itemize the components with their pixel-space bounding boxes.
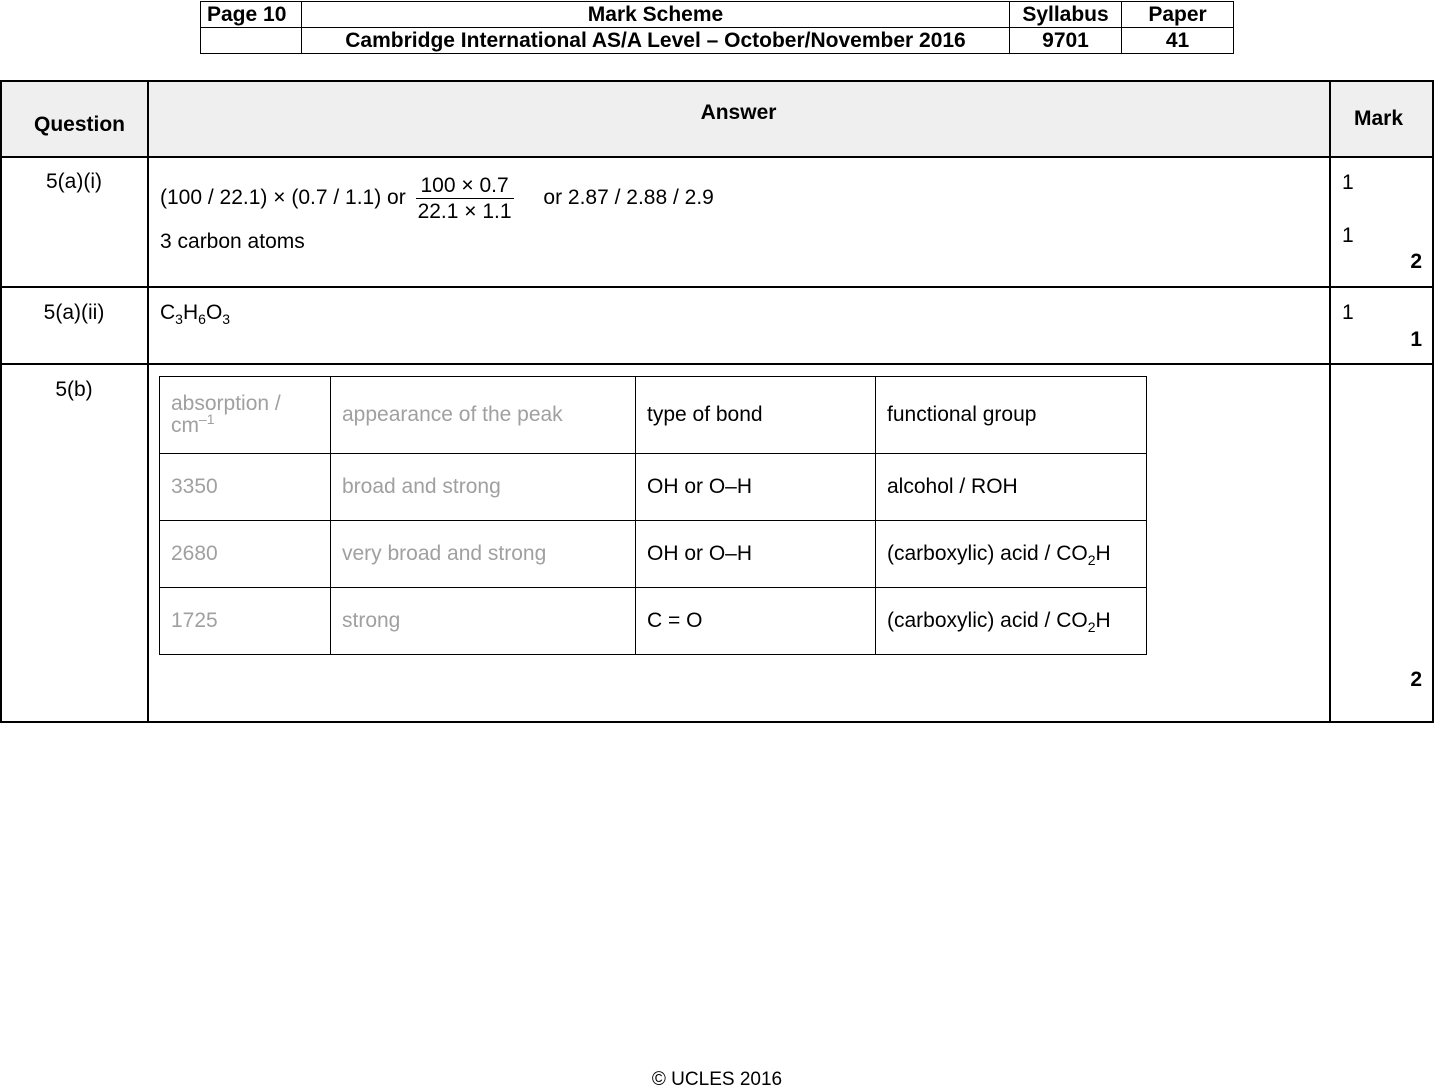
- formula-h-count: 6: [198, 311, 206, 328]
- mark-scheme-table: [0, 80, 1434, 723]
- syllabus-label: Syllabus: [1010, 2, 1122, 28]
- rule-bottom: [0, 721, 1434, 723]
- answer-5ai-line2: 3 carbon atoms: [160, 230, 305, 253]
- absorption-unit: cm: [171, 414, 199, 437]
- table-row: [160, 454, 1147, 521]
- fraction-denominator: 22.1 × 1.1: [417, 200, 512, 223]
- column-header-answer: Answer: [700, 101, 777, 124]
- absorption-label: absorption /: [171, 392, 281, 415]
- ir-appearance: strong: [331, 588, 636, 655]
- ir-bond-type: C = O: [636, 588, 876, 655]
- syllabus-code: 9701: [1010, 28, 1122, 54]
- mark-5ai-2: 1: [1342, 224, 1354, 247]
- paper-label: Paper: [1122, 2, 1234, 28]
- fraction: [416, 173, 514, 224]
- ir-bond-type: OH or O–H: [636, 521, 876, 588]
- ir-table-header-row: [160, 377, 1147, 454]
- group-tail: H: [1095, 609, 1111, 632]
- expression-part-1: (100 / 22.1) × (0.7 / 1.1) or: [160, 186, 406, 210]
- ir-absorption-value: 2680: [160, 521, 331, 588]
- paper-number: 41: [1122, 28, 1234, 54]
- exam-title: Cambridge International AS/A Level – October/November 2016: [302, 28, 1010, 54]
- ir-header-group: functional group: [876, 377, 1147, 454]
- ir-absorption-value: 1725: [160, 588, 331, 655]
- header-info-table: [200, 1, 1234, 54]
- fraction-numerator: 100 × 0.7: [416, 173, 514, 199]
- ir-functional-group: [876, 521, 1147, 588]
- header-row-1: [201, 2, 1234, 28]
- ir-appearance: very broad and strong: [331, 521, 636, 588]
- total-5aii: 1: [1410, 328, 1422, 351]
- formula-o: O: [205, 301, 223, 324]
- expression-part-2: or 2.87 / 2.88 / 2.9: [543, 186, 714, 210]
- group-subscript: 2: [1087, 552, 1096, 569]
- header-row-2: [201, 28, 1234, 54]
- rule-header-bottom: [0, 156, 1434, 158]
- table-row: [160, 588, 1147, 655]
- group-text: (carboxylic) acid / CO: [887, 609, 1088, 632]
- rule-answer-mark: [1329, 80, 1331, 723]
- ir-appearance: broad and strong: [331, 454, 636, 521]
- ir-functional-group: [876, 454, 1147, 521]
- formula-o-count: 3: [222, 311, 231, 328]
- mark-5ai-1: 1: [1342, 171, 1354, 194]
- ir-header-bond: type of bond: [636, 377, 876, 454]
- column-header-question: Question: [34, 113, 126, 136]
- question-label-5ai: 5(a)(i): [46, 170, 102, 193]
- group-subscript: 2: [1087, 619, 1096, 636]
- ir-header-absorption: [160, 377, 331, 454]
- page-number: Page 10: [201, 2, 302, 28]
- formula-h: H: [182, 301, 199, 324]
- absorption-unit-exponent: –1: [199, 411, 215, 427]
- column-header-mark: Mark: [1354, 107, 1404, 130]
- group-text: (carboxylic) acid / CO: [887, 542, 1088, 565]
- copyright-footer: © UCLES 2016: [651, 1069, 783, 1090]
- rule-row1-bottom: [0, 286, 1434, 288]
- ir-functional-group: [876, 588, 1147, 655]
- ir-header-appearance: appearance of the peak: [331, 377, 636, 454]
- rule-row2-bottom: [0, 363, 1434, 365]
- table-row: [160, 521, 1147, 588]
- formula-c: C: [160, 301, 176, 324]
- group-tail: H: [1095, 542, 1111, 565]
- formula-c-count: 3: [175, 311, 183, 328]
- question-label-5b: 5(b): [55, 378, 93, 401]
- document-type: Mark Scheme: [302, 2, 1010, 28]
- blank-cell: [201, 28, 302, 54]
- total-5b: 2: [1410, 668, 1422, 691]
- ir-absorption-value: 3350: [160, 454, 331, 521]
- answer-5ai-expression: [160, 173, 714, 224]
- rule-top: [0, 80, 1434, 82]
- mark-5aii-1: 1: [1342, 301, 1354, 324]
- ir-bond-type: OH or O–H: [636, 454, 876, 521]
- question-label-5aii: 5(a)(ii): [43, 301, 105, 324]
- total-5ai: 2: [1410, 250, 1422, 273]
- rule-right: [1432, 80, 1434, 723]
- answer-5aii-formula: [160, 301, 231, 328]
- group-text: alcohol / ROH: [887, 475, 1018, 498]
- ir-absorption-table: [159, 376, 1147, 655]
